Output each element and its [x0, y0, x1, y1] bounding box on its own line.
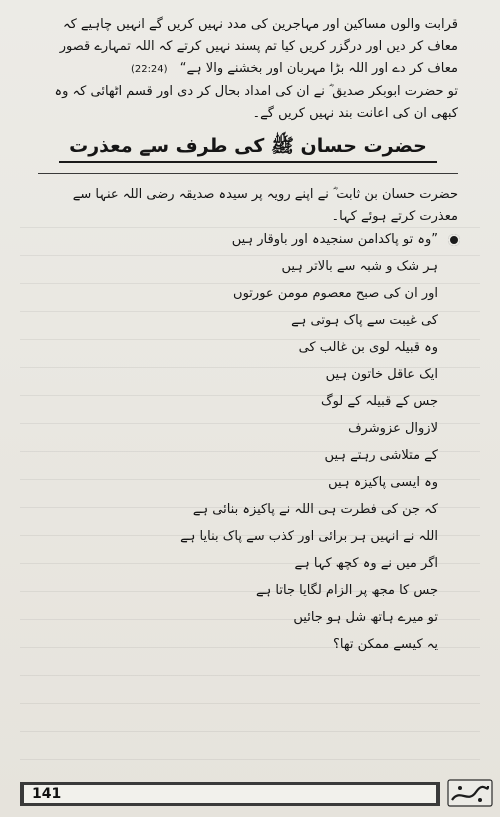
paragraph-2: تو حضرت ابوبکر صدیق ؓ نے ان کی امداد بحال کر دی اور قسم اٹھائی کہ وہ کبھی ان کی اعانت بند نہیں کریں گے۔ [54, 84, 458, 121]
poem-line: جس کا مجھ پر الزام لگایا جاتا ہے [256, 583, 438, 598]
poem-line: وہ قبیلہ لوی بن غالب کی [298, 340, 438, 355]
page-content [38, 14, 458, 662]
bullet-flower-icon [448, 234, 460, 246]
poem-line: ایک عاقل خاتون ہیں [325, 367, 438, 382]
book-logo-icon [446, 774, 494, 810]
section-heading-wrap [38, 135, 458, 163]
paragraph-1-text: قرابت والوں مساکین اور مہاجرین کی مدد نہیں کریں گے انہیں چاہیے کہ معاف کر دیں اور درگزر کریں کیا تم پسند نہیں کرتے کہ اللہ تمہارے قصور معاف کر دے اور اللہ بڑا مہربان اور بخشنے والا ہے“ [59, 17, 458, 76]
footer-inner [24, 785, 436, 803]
poem-line: اگر میں نے وہ کچھ کہا ہے [294, 556, 438, 571]
verse-reference: (22:24) [130, 64, 168, 75]
poem-line: تو میرے ہاتھ شل ہو جائیں [293, 610, 438, 625]
paragraph-1 [38, 14, 458, 81]
poem-line: لازوال عزوشرف [348, 421, 438, 436]
poem-line: جس کے قبیلہ کے لوگ [320, 394, 438, 409]
poem-line: ”وہ تو پاکدامن سنجیدہ اور باوقار ہیں [38, 230, 438, 250]
poem-line: یہ کیسے ممکن تھا؟ [333, 637, 438, 652]
poem-line: کہ جن کی فطرت ہی اللہ نے پاکیزہ بنائی ہے [192, 502, 438, 517]
heading-divider [38, 173, 458, 174]
intro-paragraph: حضرت حسان بن ثابت ؓ نے اپنے رویہ پر سیدہ صدیقہ رضی اللہ عنہا سے معذرت کرتے ہوئے کہا۔ [72, 187, 458, 224]
page-number: 141 [32, 786, 62, 802]
poem-line: اور ان کی صبح معصوم مومن عورتوں [233, 286, 438, 301]
poem-line: کی غیبت سے پاک ہوتی ہے [291, 313, 438, 328]
poem-line: کے متلاشی رہتے ہیں [324, 448, 438, 463]
section-heading: حضرت حسان ﷺ کی طرف سے معذرت [59, 135, 437, 163]
page-footer [0, 774, 500, 814]
poem-line: اللہ نے انہیں ہر برائی اور کذب سے پاک بنایا ہے [180, 529, 438, 544]
poem [38, 230, 458, 655]
poem-line: ہر شک و شبہ سے بالاتر ہیں [281, 259, 438, 274]
poem-line: وہ ایسی پاکیزہ ہیں [328, 475, 438, 490]
